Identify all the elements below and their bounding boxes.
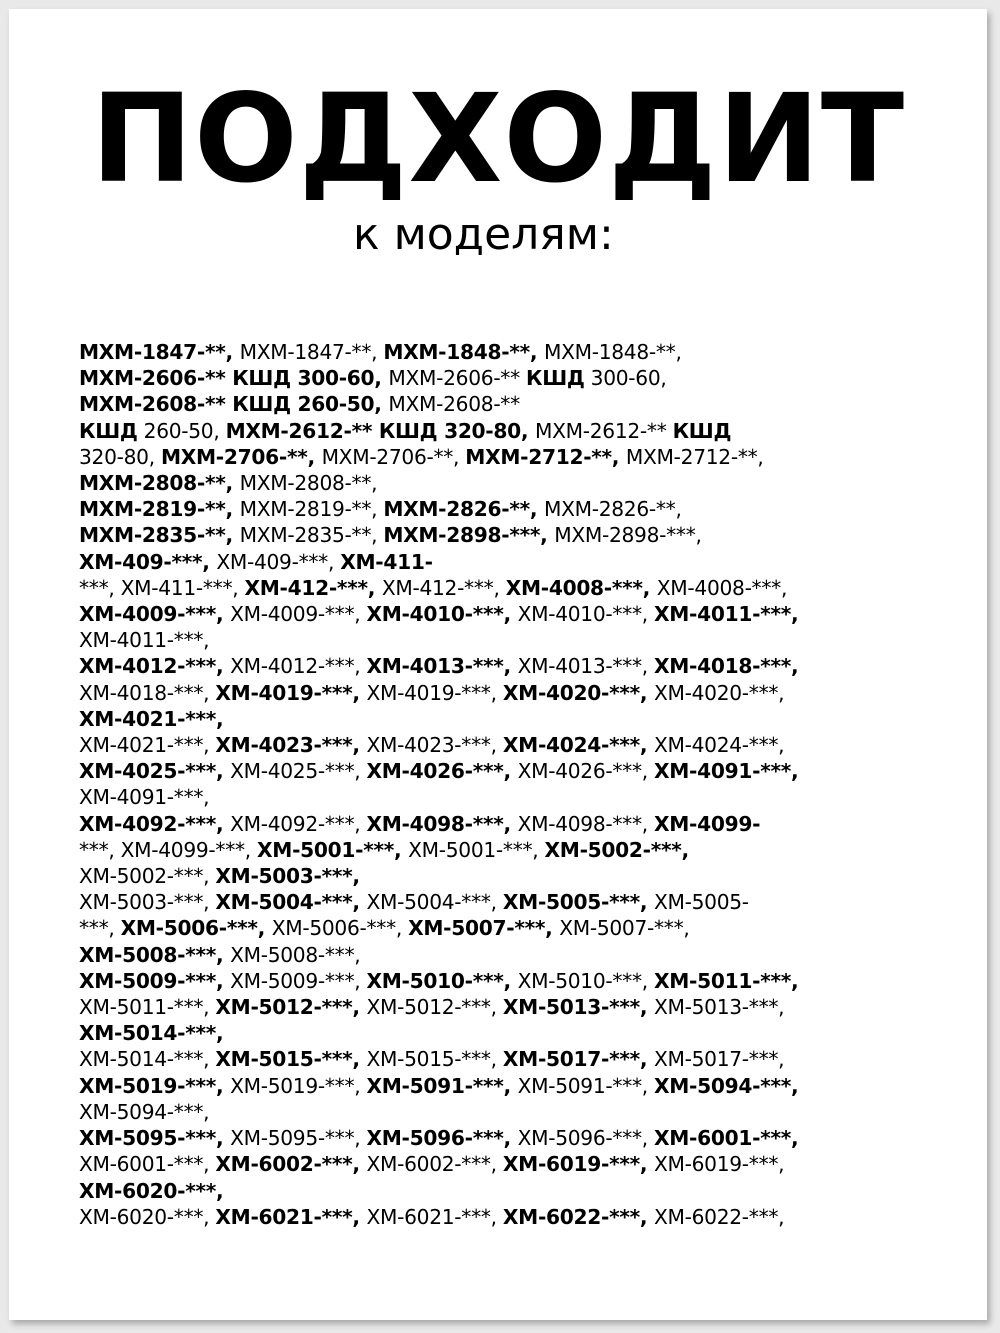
- model-list-text: ХМ-5014-***,: [79, 1021, 224, 1046]
- model-list-text: ХМ-5001-***,: [408, 837, 545, 862]
- model-list-text: ХМ-4024-***,: [654, 733, 785, 758]
- model-list-text: ХМ-412-***,: [244, 575, 382, 600]
- model-list-text: ХМ-5095-***,: [79, 1126, 231, 1151]
- model-list-text: ХМ-6020-***,: [79, 1204, 216, 1229]
- model-list-text: ХМ-5014-***,: [79, 1047, 216, 1072]
- model-list-text: ХМ-5009-***,: [79, 968, 231, 993]
- model-list-line: [79, 863, 959, 889]
- model-list-text: ХМ-4018-***,: [654, 654, 799, 679]
- model-list-text: ХМ-4092-***,: [230, 811, 367, 836]
- model-list-text: ХМ-5006-***,: [120, 916, 272, 941]
- model-list-text: МХМ-2608-** КШД 260-50,: [79, 392, 389, 417]
- model-list-text: ХМ-6001-***,: [654, 1126, 799, 1151]
- model-list-text: ХМ-4010-***,: [517, 602, 654, 627]
- model-list-line: [79, 968, 959, 994]
- model-list-text: ХМ-4098-***,: [366, 811, 518, 836]
- model-list-line: [79, 653, 959, 679]
- model-list-line: [79, 575, 959, 601]
- model-list-text: МХМ-2606-**: [388, 366, 527, 391]
- model-list-text: ХМ-5011-***,: [79, 995, 216, 1020]
- model-list-line: [79, 418, 959, 444]
- model-list-text: МХМ-2712-**,: [465, 444, 626, 469]
- model-list-line: [79, 706, 959, 732]
- model-list-text: ХМ-6019-***,: [502, 1152, 654, 1177]
- model-list-line: [79, 1046, 959, 1072]
- model-list-text: МХМ-2706-**,: [321, 444, 466, 469]
- model-list-text: ХМ-4021-***,: [79, 733, 216, 758]
- model-list-text: ХМ-4091-***,: [654, 759, 799, 784]
- model-list-text: МХМ-2826-**,: [383, 497, 544, 522]
- model-list-text: МХМ-1847-**,: [79, 340, 240, 364]
- model-list-text: ХМ-4009-***,: [230, 602, 367, 627]
- model-list-text: МХМ-1848-**,: [383, 340, 544, 364]
- model-list-text: ХМ-6021-***,: [366, 1204, 503, 1229]
- model-list-text: ХМ-4098-***,: [517, 811, 654, 836]
- model-list-text: ХМ-4009-***,: [79, 602, 231, 627]
- model-list-line: [79, 1178, 959, 1204]
- model-list-text: ХМ-5002-***,: [79, 864, 216, 889]
- model-list-text: ХМ-4091-***,: [79, 785, 210, 810]
- model-list-text: ХМ-4020-***,: [654, 680, 785, 705]
- model-list-text: ХМ-4008-***,: [656, 575, 788, 600]
- model-list-text: МХМ-2835-**,: [239, 523, 384, 548]
- model-list-text: ХМ-5013-***,: [502, 995, 654, 1020]
- model-list-text: МХМ-2808-**,: [239, 471, 378, 496]
- model-list-line: [79, 811, 959, 837]
- model-list-text: ХМ-5009-***,: [230, 968, 367, 993]
- model-list-text: 300-60,: [584, 366, 667, 391]
- model-list-text: ХМ-5005-***,: [502, 890, 654, 915]
- page-subtitle: к моделям:: [353, 209, 614, 260]
- model-list-text: ХМ-6021-***,: [215, 1204, 367, 1229]
- model-list-text: ХМ-409-***,: [216, 549, 341, 574]
- model-list-text: ХМ-5007-***,: [408, 916, 560, 941]
- model-list-text: ХМ-5001-***,: [257, 837, 409, 862]
- model-list-line: [79, 1099, 959, 1125]
- model-list-text: МХМ-1848-**,: [543, 340, 682, 364]
- model-list-line: [79, 391, 959, 417]
- model-list-text: ХМ-5017-***,: [502, 1047, 654, 1072]
- model-list-text: ХМ-5007-***,: [559, 916, 690, 941]
- model-list-text: ХМ-4018-***,: [79, 680, 216, 705]
- model-list-line: [79, 1020, 959, 1046]
- model-list-text: ХМ-4099-: [654, 811, 761, 836]
- model-list-text: МХМ-2826-**,: [543, 497, 682, 522]
- model-list-text: ХМ-5013-***,: [654, 995, 785, 1020]
- model-list-text: МХМ-2606-** КШД 300-60,: [79, 366, 389, 391]
- model-list-line: [79, 365, 959, 391]
- model-list-line: [79, 444, 959, 470]
- model-list-text: ХМ-5003-***,: [215, 864, 360, 889]
- model-list-text: ХМ-4010-***,: [366, 602, 518, 627]
- model-list-text: ХМ-5096-***,: [366, 1126, 518, 1151]
- model-list-text: ХМ-4023-***,: [215, 733, 367, 758]
- model-list-text: МХМ-2612-**: [534, 418, 673, 443]
- model-list-text: ХМ-5094-***,: [79, 1099, 210, 1124]
- model-list-line: [79, 1151, 959, 1177]
- model-list-text: МХМ-2819-**,: [239, 497, 384, 522]
- model-list-text: ХМ-4026-***,: [366, 759, 518, 784]
- model-list-text: 260-50,: [137, 418, 226, 443]
- model-list-text: МХМ-2612-** КШД 320-80,: [225, 418, 535, 443]
- model-list-text: МХМ-1847-**,: [239, 340, 384, 364]
- model-list-text: ХМ-5012-***,: [215, 995, 367, 1020]
- model-list-text: ХМ-5008-***,: [230, 942, 361, 967]
- model-list-text: ХМ-5094-***,: [654, 1073, 799, 1098]
- model-list-text: ХМ-6002-***,: [215, 1152, 367, 1177]
- model-list-text: ХМ-6022-***,: [654, 1204, 785, 1229]
- model-list-line: [79, 915, 959, 941]
- model-list-text: ХМ-5004-***,: [366, 890, 503, 915]
- model-list-line: [79, 837, 959, 863]
- model-list-text: ХМ-4008-***,: [505, 575, 657, 600]
- model-list-line: [79, 732, 959, 758]
- model-list-text: ХМ-6020-***,: [79, 1178, 224, 1203]
- model-list-text: ХМ-5002-***,: [544, 837, 689, 862]
- model-list-text: ХМ-5015-***,: [215, 1047, 367, 1072]
- model-list-text: ХМ-5005-: [654, 890, 749, 915]
- model-list-text: ХМ-5008-***,: [79, 942, 231, 967]
- model-list-text: ХМ-4011-***,: [654, 602, 799, 627]
- document-sheet: [9, 9, 987, 1320]
- model-list-line: [79, 784, 959, 810]
- model-list-line: [79, 470, 959, 496]
- compatible-models-list: [79, 339, 959, 1230]
- model-list-text: ХМ-5010-***,: [366, 968, 518, 993]
- page-title: ПОДХОДИТ: [90, 68, 906, 210]
- model-list-text: ХМ-6002-***,: [366, 1152, 503, 1177]
- model-list-text: МХМ-2819-**,: [79, 497, 240, 522]
- model-list-text: ХМ-411-: [340, 549, 433, 574]
- model-list-text: ХМ-5015-***,: [366, 1047, 503, 1072]
- model-list-line: [79, 496, 959, 522]
- model-list-text: ХМ-4012-***,: [79, 654, 231, 679]
- model-list-text: ХМ-4024-***,: [502, 733, 654, 758]
- model-list-text: ХМ-4019-***,: [366, 680, 503, 705]
- model-list-line: [79, 942, 959, 968]
- model-list-text: ХМ-4012-***,: [230, 654, 367, 679]
- model-list-text: ХМ-4013-***,: [517, 654, 654, 679]
- model-list-line: [79, 889, 959, 915]
- model-list-text: МХМ-2808-**,: [79, 471, 240, 496]
- model-list-line: [79, 758, 959, 784]
- model-list-text: ХМ-4011-***,: [79, 628, 210, 653]
- model-list-text: ХМ-5012-***,: [366, 995, 503, 1020]
- model-list-text: ХМ-4020-***,: [502, 680, 654, 705]
- model-list-text: ХМ-5017-***,: [654, 1047, 785, 1072]
- model-list-text: ХМ-5011-***,: [654, 968, 799, 993]
- model-list-text: ХМ-4026-***,: [517, 759, 654, 784]
- model-list-line: [79, 522, 959, 548]
- model-list-line: [79, 601, 959, 627]
- model-list-text: ХМ-5004-***,: [215, 890, 367, 915]
- model-list-text: ХМ-4092-***,: [79, 811, 231, 836]
- model-list-text: МХМ-2835-**,: [79, 523, 240, 548]
- model-list-text: 320-80,: [79, 444, 161, 469]
- model-list-text: МХМ-2898-***,: [383, 523, 555, 548]
- model-list-text: ХМ-6022-***,: [502, 1204, 654, 1229]
- model-list-text: ХМ-5096-***,: [517, 1126, 654, 1151]
- model-list-text: ХМ-4023-***,: [366, 733, 503, 758]
- model-list-text: ХМ-5006-***,: [271, 916, 409, 941]
- model-list-text: ХМ-4019-***,: [215, 680, 367, 705]
- model-list-text: МХМ-2706-**,: [160, 444, 322, 469]
- model-list-text: МХМ-2898-***,: [554, 523, 702, 548]
- model-list-text: ХМ-4013-***,: [366, 654, 518, 679]
- model-list-line: [79, 549, 959, 575]
- model-list-text: КШД: [79, 418, 138, 443]
- model-list-text: ХМ-5095-***,: [230, 1126, 367, 1151]
- model-list-line: [79, 994, 959, 1020]
- model-list-text: ХМ-6019-***,: [654, 1152, 785, 1177]
- model-list-line: [79, 1125, 959, 1151]
- model-list-text: ХМ-5010-***,: [517, 968, 654, 993]
- model-list-text: ***,: [79, 916, 121, 941]
- model-list-text: ХМ-409-***,: [79, 549, 217, 574]
- model-list-text: ***, ХМ-411-***,: [79, 575, 245, 600]
- model-list-text: ХМ-4025-***,: [79, 759, 231, 784]
- model-list-text: КШД: [672, 418, 732, 443]
- model-list-line: [79, 1204, 959, 1230]
- model-list-text: КШД: [526, 366, 585, 391]
- model-list-text: ХМ-6001-***,: [79, 1152, 216, 1177]
- model-list-text: ХМ-5091-***,: [517, 1073, 654, 1098]
- model-list-text: ***, ХМ-4099-***,: [79, 837, 258, 862]
- model-list-line: [79, 339, 959, 365]
- model-list-text: ХМ-5019-***,: [79, 1073, 231, 1098]
- model-list-line: [79, 680, 959, 706]
- model-list-text: ХМ-4021-***,: [79, 706, 224, 731]
- model-list-text: МХМ-2608-**: [388, 392, 520, 417]
- model-list-text: ХМ-5091-***,: [366, 1073, 518, 1098]
- model-list-text: ХМ-5019-***,: [230, 1073, 367, 1098]
- model-list-text: ХМ-4025-***,: [230, 759, 367, 784]
- model-list-text: ХМ-5003-***,: [79, 890, 216, 915]
- model-list-text: МХМ-2712-**,: [625, 444, 764, 469]
- model-list-line: [79, 627, 959, 653]
- model-list-text: ХМ-412-***,: [381, 575, 506, 600]
- model-list-line: [79, 1073, 959, 1099]
